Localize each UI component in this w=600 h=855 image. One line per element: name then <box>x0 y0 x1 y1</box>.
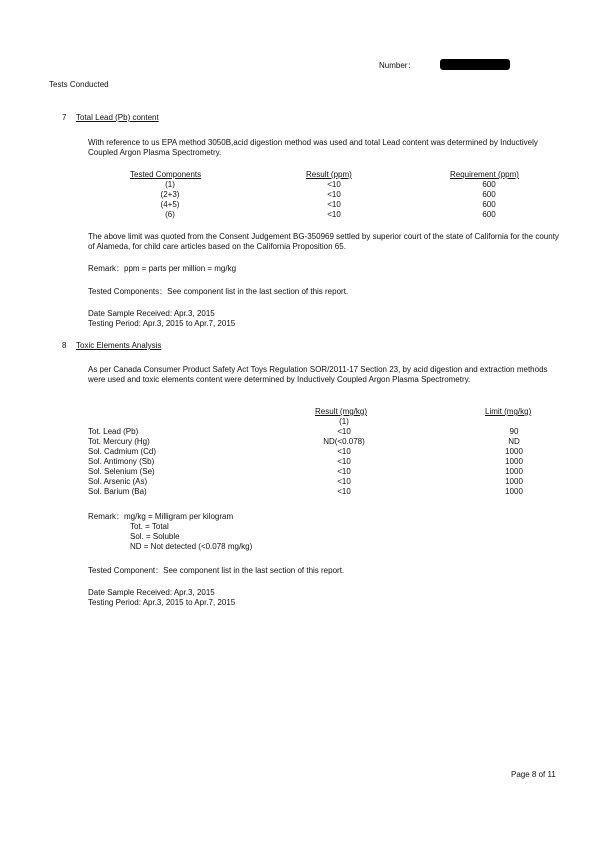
s8-col-limit: Limit (mg/kg) <box>485 407 532 416</box>
s7-row-req: 600 <box>482 180 496 189</box>
s8-number: 8 <box>62 341 67 350</box>
s8-row-name: Tot. Lead (Pb) <box>88 427 139 436</box>
s8-remark-line: ND = Not detected (<0.078 mg/kg) <box>130 542 253 551</box>
s7-remark: Remark：ppm = parts per million = mg/kg <box>88 264 237 273</box>
s8-remark: Remark：mg/kg = Milligram per kilogram <box>88 512 234 521</box>
s8-row-name: Tot. Mercury (Hg) <box>88 437 150 446</box>
s8-col-result: Result (mg/kg) <box>315 407 368 416</box>
s8-row-result: ND(<0.078) <box>323 437 365 446</box>
s8-date-received: Date Sample Received: Apr.3, 2015 <box>88 588 215 597</box>
s8-row-limit: 90 <box>509 427 519 436</box>
s8-row-name: Sol. Barium (Ba) <box>88 487 147 496</box>
s7-row-req: 600 <box>482 210 496 219</box>
s7-number: 7 <box>62 113 67 122</box>
s8-remark-line: Tot. = Total <box>130 522 169 531</box>
s8-row-result: <10 <box>337 467 351 476</box>
s8-row-name: Sol. Arsenic (As) <box>88 477 148 486</box>
s8-result-subheader: (1) <box>339 417 349 426</box>
s8-row-limit: 1000 <box>505 487 523 496</box>
section-title: Tests Conducted <box>49 80 109 89</box>
s7-row-result: <10 <box>327 200 341 209</box>
s8-title: Toxic Elements Analysis <box>76 341 162 350</box>
s7-title: Total Lead (Pb) content <box>76 113 159 122</box>
s7-row-result: <10 <box>327 210 341 219</box>
s7-intro: With reference to us EPA method 3050B,acid digestion method was used and total Lead content was determined by Inductively Coupled Argon Plasma Spectrometry. <box>88 138 538 157</box>
s7-row-req: 600 <box>482 190 496 199</box>
s7-col-result: Result (ppm) <box>306 170 352 179</box>
s7-date-received: Date Sample Received: Apr.3, 2015 <box>88 309 215 318</box>
s8-row-limit: 1000 <box>505 477 523 486</box>
s7-col-requirement: Requirement (ppm) <box>450 170 519 179</box>
page-number: Page 8 of 11 <box>511 770 556 779</box>
s8-testing-period: Testing Period: Apr.3, 2015 to Apr.7, 2015 <box>88 598 236 607</box>
s8-row-name: Sol. Cadmium (Cd) <box>88 447 157 456</box>
s8-row-result: <10 <box>337 477 351 486</box>
s7-row-result: <10 <box>327 180 341 189</box>
s7-row-result: <10 <box>327 190 341 199</box>
redacted-number <box>440 59 510 70</box>
s8-row-result: <10 <box>337 427 351 436</box>
s8-row-limit: 1000 <box>505 447 523 456</box>
s7-row-comp: (4+5) <box>160 200 180 209</box>
s8-row-limit: 1000 <box>505 467 523 476</box>
s8-row-limit: ND <box>508 437 520 446</box>
s8-intro: As per Canada Consumer Product Safety Act Toys Regulation SOR/2011-17 Section 23, by acid digestion and extraction methods were used and toxic elements content were determined by Inductively Coupled Argon Plasma Spectrometry. <box>88 365 548 384</box>
s8-row-result: <10 <box>337 447 351 456</box>
s7-testing-period: Testing Period: Apr.3, 2015 to Apr.7, 2015 <box>88 319 236 328</box>
s8-row-limit: 1000 <box>505 457 523 466</box>
s7-tested-components: Tested Components：See component list in the last section of this report. <box>88 287 349 296</box>
s8-row-result: <10 <box>337 457 351 466</box>
s7-row-comp: (6) <box>165 210 175 219</box>
s7-col-components: Tested Components <box>130 170 202 179</box>
s7-row-req: 600 <box>482 200 496 209</box>
s8-tested-component: Tested Component：See component list in the last section of this report. <box>88 566 345 575</box>
s7-limit-note: The above limit was quoted from the Consent Judgement BG-350969 settled by superior court of the state of California for the county of Alameda, for child care articles based on the California Proposition 65. <box>88 232 559 251</box>
s8-row-name: Sol. Selenium (Se) <box>88 467 155 476</box>
number-label: Number： <box>379 61 416 70</box>
s8-remark-line: Sol. = Soluble <box>130 532 180 541</box>
s7-row-comp: (2+3) <box>160 190 180 199</box>
s8-row-name: Sol. Antimony (Sb) <box>88 457 155 466</box>
s8-row-result: <10 <box>337 487 351 496</box>
s7-row-comp: (1) <box>165 180 175 189</box>
